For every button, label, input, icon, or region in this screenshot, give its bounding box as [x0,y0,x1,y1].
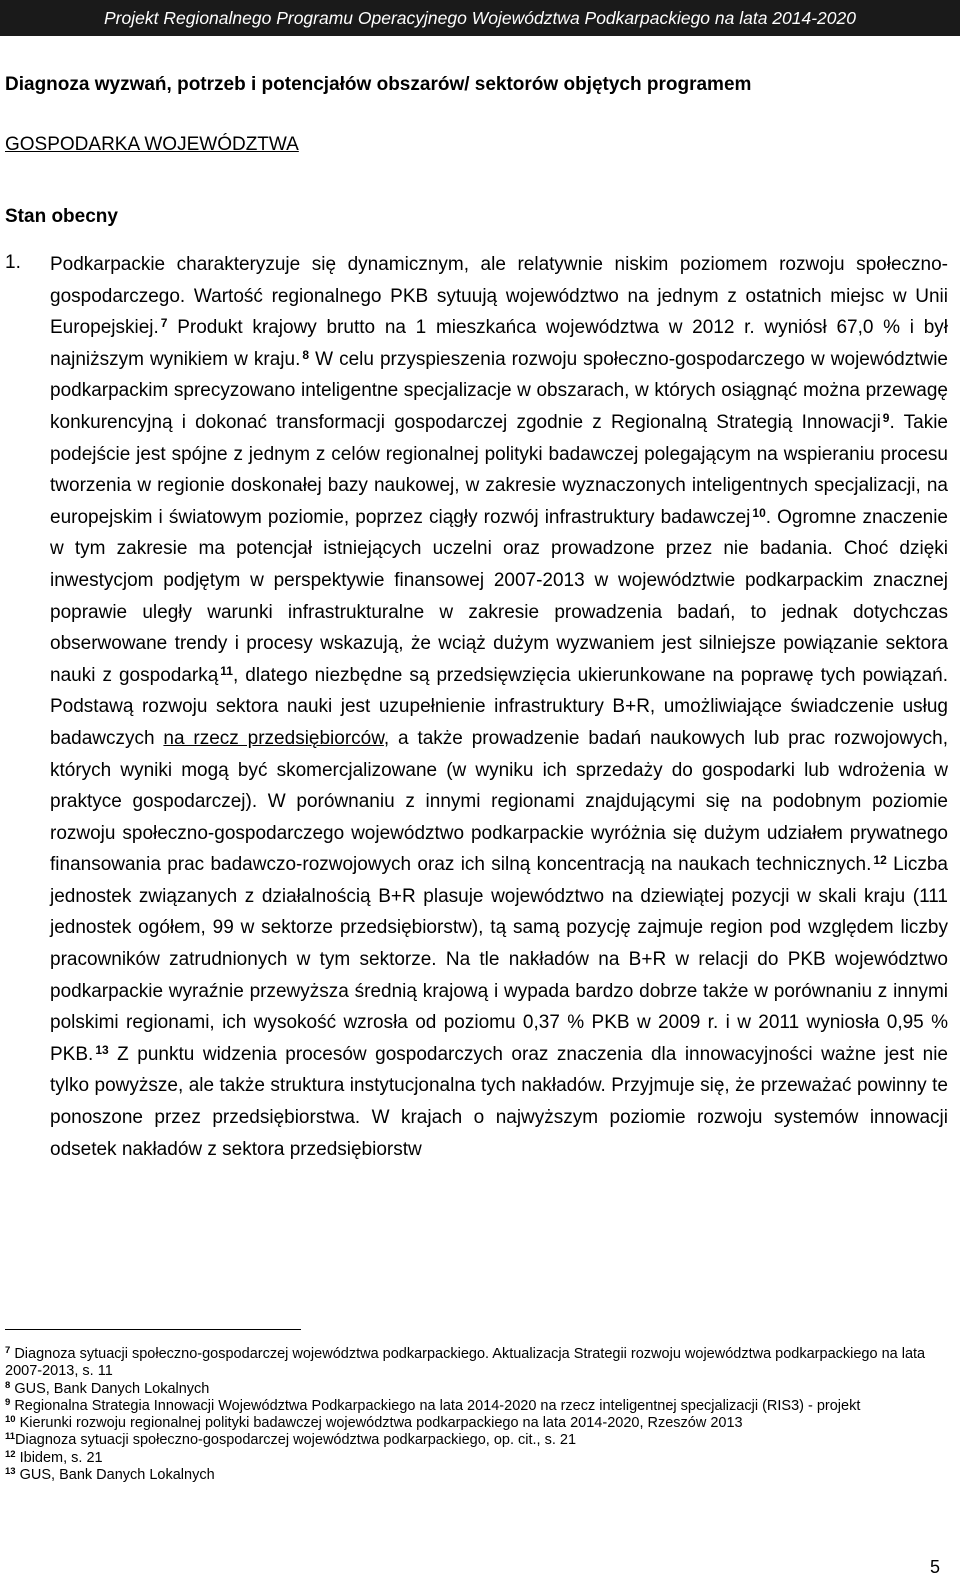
underlined-phrase: na rzecz przedsiębiorców [163,727,384,749]
section-heading: Diagnoza wyzwań, potrzeb i potencjałów obszarów/ sektorów objętych programem [5,74,752,95]
footnote-text: Regionalna Strategia Innowacji Województwa Podkarpackiego na lata 2014-2020 na rzecz inteligentnej specjalizacji (RIS3) - projekt [10,1397,861,1414]
body-text-run: , dlatego niezbędne są przedsięwzięcia ukierunkowane na poprawę tych powiązań. Podstawą rozwoju sektora nauki jest uzupełnienie infrastruktury B+R, umożliwiające świadczenie usług badawczych [50,664,949,749]
body-text-run: , a także prowadzenie badań naukowych lub prac rozwojowych, których wyniki mogą być skomercjalizowane (w wyniku ich sprzedaży do gospodarki lub wdrożenia w praktyce gospodarczej). W porównaniu z innymi regionami znajdującymi się na podobnym poziomie rozwoju społeczno-gospodarczego województwo podkarpackie wyróżnia się dużym udziałem prywatnego finansowania prac badawczo-rozwojowych oraz ich silną koncentracją na naukach technicznych. [50,727,948,876]
body-text-run: Liczba jednostek związanych z działalnością B+R plasuje województwo na dziewiątej pozycji w skali kraju (111 jednostek ogółem, 99 w sektorze przedsiębiorstw), tą samą pozycję zajmuje region pod względem liczby pracowników zatrudnionych w tym sektorze. Na tle nakładów na B+R w relacji do PKB województwo podkarpackie wyraźnie przewyższa średnią krajową i wypada bardzo dobrze także w porównaniu z innymi polskimi regionami, ich wysokość wzrosła od poziomu 0,37 % PKB w 2009 r. i w 2011 wyniosła 0,95 % PKB. [50,854,948,1065]
subsection-heading: GOSPODARKA WOJEWÓDZTWA [5,134,299,155]
footnote-text: Diagnoza sytuacji społeczno-gospodarczej województwa podkarpackiego, op. cit., s. 21 [15,1432,577,1449]
footnote-text: GUS, Bank Danych Lokalnych [10,1380,210,1397]
footnote-number: 12 [5,1448,16,1460]
footnote-text: Diagnoza sytuacji społeczno-gospodarczej województwa podkarpackiego. Aktualizacja Strategii rozwoju województwa podkarpackiego na lata 2007-2013, s. 11 [5,1346,926,1380]
footnote-number: 11 [5,1431,16,1443]
footnote-number: 13 [5,1466,16,1478]
footnote [5,1415,947,1432]
running-header [0,0,960,36]
footnote-text: GUS, Bank Danych Lokalnych [15,1467,215,1484]
body-text-run: Produkt krajowy brutto na 1 mieszkańca województwa w 2012 r. wyniósł 67,0 % i był najniższym wynikiem w kraju. [50,317,948,370]
footnote-ref: 7 [160,316,168,331]
footnote [5,1398,947,1415]
footnote [5,1346,947,1381]
body-paragraph [50,249,948,1165]
footnote-ref: 12 [873,853,887,868]
body-text-run: . Ogromne znaczenie w tym zakresie ma potencjał istniejących uczelni oraz prowadzone przez nie badania. Choć dzięki inwestycjom podjętym w perspektywie finansowej 2007-2013 w województwie podkarpackim znacznej poprawie uległy warunki infrastrukturalne w zakresie prowadzenia badań, to jednak dotychczas obserwowane trendy i procesy wskazują, że wciąż dużym wyzwaniem jest silniejsze powiązanie sektora nauki z gospodarką [50,506,948,686]
running-header-title: Projekt Regionalnego Programu Operacyjnego Województwa Podkarpackiego na lata 2014-2020 [104,8,856,28]
footnote-ref: 9 [882,410,890,425]
footnote [5,1467,947,1484]
footnote-separator [5,1329,301,1330]
footnote-ref: 13 [95,1042,109,1057]
body-text-run: Podkarpackie charakteryzuje się dynamicznym, ale relatywnie niskim poziomem rozwoju społeczno-gospodarczego. Wartość regionalnego PKB sytuują województwo na jednym z ostatnich miejsc w Unii Europejskiej. [50,254,948,339]
page-number: 5 [929,1557,940,1577]
footnote [5,1450,947,1467]
footnote-text: Ibidem, s. 21 [15,1449,103,1466]
item-number: 1. [5,252,21,273]
footnote-number: 10 [5,1414,16,1426]
footnote [5,1432,947,1449]
footnote-number: 9 [5,1396,11,1408]
footnote [5,1381,947,1398]
footnote-number: 7 [5,1345,11,1356]
footnote-ref: 8 [302,347,310,362]
status-heading: Stan obecny [5,206,118,227]
body-text-run: . Takie podejście jest spójne z jednym z celów regionalnej polityki badawczej polegającym na wspieraniu procesu tworzenia w regionie doskonałej bazy naukowej, w zakresie wyznaczonych inteligentnych specjalizacji, na europejskim i światowym poziomie, poprzez ciągły rozwój infrastruktury badawczej [50,411,948,528]
body-text-run: W celu przyspieszenia rozwoju społeczno-gospodarczego w województwie podkarpackim sprecyzowano inteligentne specjalizacje w obszarach, w których osiągnąć można przewagę konkurencyjną i dokonać transformacji gospodarczej zgodnie z Regionalną Strategią Innowacji [50,348,948,433]
footnote-ref: 10 [752,505,766,520]
footnote-text: Kierunki rozwoju regionalnej polityki badawczej województwa podkarpackiego na lata 2014-2020, Rzeszów 2013 [15,1415,743,1432]
footnote-number: 8 [5,1379,11,1391]
footnotes [5,1346,947,1484]
footnote-ref: 11 [220,663,233,678]
body-text-run: Z punktu widzenia procesów gospodarczych oraz znaczenia dla innowacyjności ważne jest nie tylko powyższe, ale także struktura instytucjonalna tych nakładów. Przyjmuje się, że przeważać powinny te ponoszone przez przedsiębiorstwa. W krajach o najwyższym poziomie rozwoju systemów innowacji odsetek nakładów z sektora przedsiębiorstw [50,1043,948,1160]
